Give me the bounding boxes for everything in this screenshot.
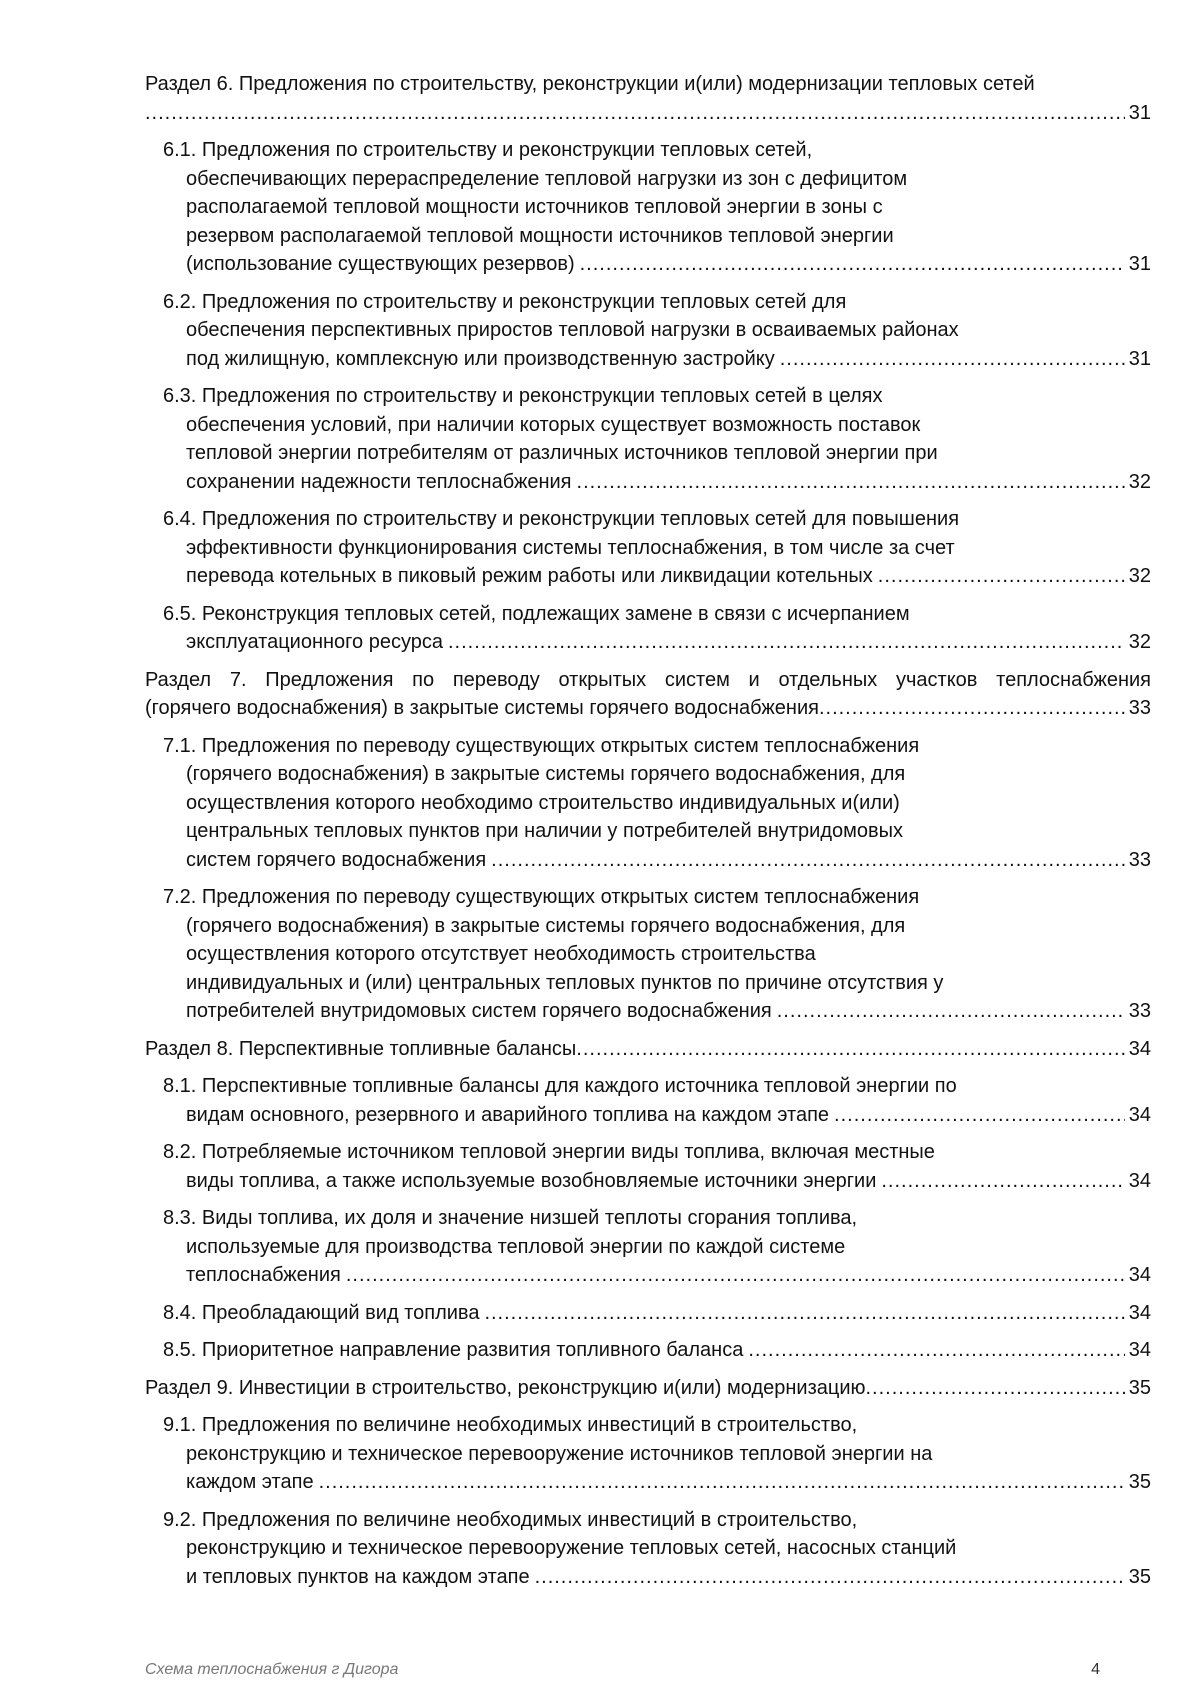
toc-entry-text-line: 6.3. Предложения по строительству и реконструкции тепловых сетей в целях bbox=[163, 385, 883, 407]
toc-subsection-entry[interactable] bbox=[163, 1299, 1151, 1328]
toc-entry-text-line: тепловой энергии потребителям от различных источников тепловой энергии при bbox=[186, 442, 938, 464]
toc-page-number: 35 bbox=[1128, 1565, 1151, 1588]
toc-subsection-entry[interactable] bbox=[163, 136, 1151, 279]
toc-dot-leader bbox=[580, 250, 1125, 279]
toc-entry-text-line: каждом этапе bbox=[186, 1471, 314, 1493]
toc-entry-text-line: (горячего водоснабжения) в закрытые системы горячего водоснабжения, для bbox=[186, 763, 906, 785]
toc-entry-text-line: Раздел 6. Предложения по строительству, реконструкции и(или) модернизации тепловых сетей bbox=[145, 73, 1035, 95]
toc-entry-text-line: осуществления которого необходимо строительство индивидуальных и(или) bbox=[186, 791, 900, 814]
toc-entry-text-line: систем горячего водоснабжения bbox=[186, 848, 487, 871]
toc-dot-leader bbox=[535, 1563, 1125, 1592]
toc-entry-text-line: реконструкцию и техническое перевооружение тепловых сетей, насосных станций bbox=[186, 1537, 957, 1559]
toc-entry-text-line: видам основного, резервного и аварийного топлива на каждом этапе bbox=[186, 1103, 830, 1126]
toc-subsection-entry[interactable] bbox=[163, 732, 1151, 875]
toc-page-number: 34 bbox=[1128, 1301, 1151, 1324]
toc-dot-leader bbox=[881, 1167, 1124, 1196]
toc-entry-text-line: Раздел 7. Предложения по переводу открытых систем и отдельных участков теплоснабжения bbox=[145, 668, 1151, 691]
toc-entry-text-line: располагаемой тепловой мощности источников тепловой энергии в зоны с bbox=[186, 196, 883, 218]
toc-dot-leader bbox=[576, 1035, 1124, 1064]
toc-entry-text-line: 8.3. Виды топлива, их доля и значение низшей теплоты сгорания топлива, bbox=[163, 1207, 858, 1229]
toc-subsection-entry[interactable] bbox=[163, 600, 1151, 657]
toc-page-number: 34 bbox=[1128, 1339, 1151, 1361]
toc-entry-text-line: 7.1. Предложения по переводу существующих открытых систем теплоснабжения bbox=[163, 734, 920, 757]
toc-entry-text-line: сохранении надежности теплоснабжения bbox=[186, 470, 572, 493]
toc-entry-text-line: теплоснабжения bbox=[186, 1264, 341, 1286]
toc-page-number: 33 bbox=[1128, 848, 1151, 871]
toc-page-number: 34 bbox=[1128, 1169, 1151, 1192]
toc-page-number: 35 bbox=[1128, 1471, 1151, 1493]
toc-subsection-entry[interactable] bbox=[163, 1204, 1151, 1290]
toc-dot-leader bbox=[748, 1336, 1124, 1365]
toc-entry-text-line: эксплуатационного ресурса bbox=[186, 631, 443, 653]
toc-subsection-entry[interactable] bbox=[163, 1138, 1151, 1195]
toc-entry-text-line: резервом располагаемой тепловой мощности источников тепловой энергии bbox=[186, 224, 894, 247]
toc-page-number: 31 bbox=[1128, 347, 1151, 370]
toc-section-entry[interactable] bbox=[145, 1374, 1151, 1403]
toc-dot-leader bbox=[777, 997, 1125, 1026]
toc-page-number: 34 bbox=[1128, 1103, 1151, 1126]
toc-dot-leader bbox=[346, 1261, 1125, 1290]
toc-dot-leader bbox=[484, 1299, 1124, 1328]
toc-entry-text-line: 7.2. Предложения по переводу существующих открытых систем теплоснабжения bbox=[163, 886, 920, 908]
toc-dot-leader bbox=[819, 694, 1125, 723]
toc-entry-text-line: под жилищную, комплексную или производственную застройку bbox=[186, 347, 775, 370]
footer-page-number: 4 bbox=[1091, 1661, 1100, 1678]
toc-subsection-entry[interactable] bbox=[163, 288, 1151, 374]
toc-entry-text-line: (использование существующих резервов) bbox=[186, 253, 575, 275]
toc-page-number: 34 bbox=[1128, 1264, 1151, 1286]
toc-subsection-entry[interactable] bbox=[163, 505, 1151, 591]
toc-entry-text-line: 6.5. Реконструкция тепловых сетей, подлежащих замене в связи с исчерпанием bbox=[163, 602, 910, 625]
toc-dot-leader bbox=[866, 1374, 1125, 1403]
toc-section-entry[interactable] bbox=[145, 666, 1151, 723]
page-footer bbox=[145, 1661, 1100, 1679]
toc-entry-text-line: центральных тепловых пунктов при наличии у потребителей внутридомовых bbox=[186, 820, 904, 842]
toc-entry-text-line: 8.4. Преобладающий вид топлива bbox=[163, 1301, 480, 1324]
toc-entry-text-line: реконструкцию и техническое перевооружение источников тепловой энергии на bbox=[186, 1442, 933, 1465]
toc-section-entry[interactable] bbox=[145, 70, 1151, 127]
toc-entry-text-line: (горячего водоснабжения) в закрытые системы горячего водоснабжения, для bbox=[186, 914, 906, 937]
toc-entry-text-line: обеспечения перспективных приростов тепловой нагрузки в осваиваемых районах bbox=[186, 319, 959, 341]
toc-subsection-entry[interactable] bbox=[163, 1411, 1151, 1497]
toc-dot-leader bbox=[878, 562, 1125, 591]
footer-document-title: Схема теплоснабжения г Дигора bbox=[145, 1661, 399, 1678]
toc-entry-text-line: используемые для производства тепловой энергии по каждой системе bbox=[186, 1235, 846, 1258]
toc-page-number: 32 bbox=[1128, 565, 1151, 587]
toc-entry-text-line: виды топлива, а также используемые возобновляемые источники энергии bbox=[186, 1169, 877, 1192]
toc-dot-leader bbox=[448, 628, 1125, 657]
toc-subsection-entry[interactable] bbox=[163, 1506, 1151, 1592]
toc-entry-text-line: и тепловых пунктов на каждом этапе bbox=[186, 1565, 530, 1588]
toc-dot-leader bbox=[491, 846, 1125, 875]
toc-entry-text-line: обеспечивающих перераспределение тепловой нагрузки из зон с дефицитом bbox=[186, 167, 908, 190]
toc-entry-text-line: 6.4. Предложения по строительству и реконструкции тепловых сетей для повышения bbox=[163, 508, 960, 530]
table-of-contents bbox=[145, 70, 1151, 1600]
toc-dot-leader bbox=[319, 1468, 1125, 1497]
toc-subsection-entry[interactable] bbox=[163, 1336, 1151, 1365]
toc-entry-text-line: потребителей внутридомовых систем горячего водоснабжения bbox=[186, 1000, 772, 1022]
toc-entry-text-line: 8.1. Перспективные топливные балансы для каждого источника тепловой энергии по bbox=[163, 1075, 957, 1097]
toc-dot-leader bbox=[780, 345, 1125, 374]
toc-dot-leader bbox=[577, 468, 1125, 497]
toc-page-number: 33 bbox=[1128, 697, 1151, 719]
toc-page-number: 35 bbox=[1128, 1376, 1151, 1399]
toc-entry-text-line: 8.2. Потребляемые источником тепловой энергии виды топлива, включая местные bbox=[163, 1141, 935, 1163]
toc-entry-text-line: эффективности функционирования системы теплоснабжения, в том числе за счет bbox=[186, 536, 955, 559]
toc-subsection-entry[interactable] bbox=[163, 883, 1151, 1026]
toc-page-number: 31 bbox=[1128, 253, 1151, 275]
toc-entry-text-line: обеспечения условий, при наличии которых существует возможность поставок bbox=[186, 413, 921, 436]
toc-section-entry[interactable] bbox=[145, 1035, 1151, 1064]
toc-page-number: 32 bbox=[1128, 470, 1151, 493]
toc-entry-text-line: Раздел 8. Перспективные топливные балансы bbox=[145, 1037, 577, 1060]
toc-entry-text-line: 9.1. Предложения по величине необходимых инвестиций в строительство, bbox=[163, 1414, 858, 1436]
toc-page-number: 34 bbox=[1128, 1037, 1151, 1060]
toc-page-number: 32 bbox=[1128, 631, 1151, 653]
toc-entry-text-line: перевода котельных в пиковый режим работы или ликвидации котельных bbox=[186, 565, 873, 587]
toc-entry-text-line: 9.2. Предложения по величине необходимых инвестиций в строительство, bbox=[163, 1508, 858, 1531]
toc-dot-leader bbox=[145, 99, 1125, 128]
toc-dot-leader bbox=[834, 1101, 1125, 1130]
toc-subsection-entry[interactable] bbox=[163, 1072, 1151, 1129]
toc-entry-text-line: Раздел 9. Инвестиции в строительство, реконструкцию и(или) модернизацию bbox=[145, 1376, 866, 1399]
toc-subsection-entry[interactable] bbox=[163, 382, 1151, 496]
toc-entry-text-line: осуществления которого отсутствует необходимость строительства bbox=[186, 943, 816, 965]
toc-page-number: 33 bbox=[1128, 1000, 1151, 1022]
toc-entry-text-line: 8.5. Приоритетное направление развития топливного баланса bbox=[163, 1339, 744, 1361]
toc-entry-text-line: 6.1. Предложения по строительству и реконструкции тепловых сетей, bbox=[163, 139, 813, 161]
toc-page-number: 31 bbox=[1128, 101, 1151, 124]
toc-entry-text-line: 6.2. Предложения по строительству и реконструкции тепловых сетей для bbox=[163, 290, 847, 313]
toc-entry-text-line: (горячего водоснабжения) в закрытые системы горячего водоснабжения bbox=[145, 697, 819, 719]
toc-entry-text-line: индивидуальных и (или) центральных тепловых пунктов по причине отсутствия у bbox=[186, 971, 944, 994]
